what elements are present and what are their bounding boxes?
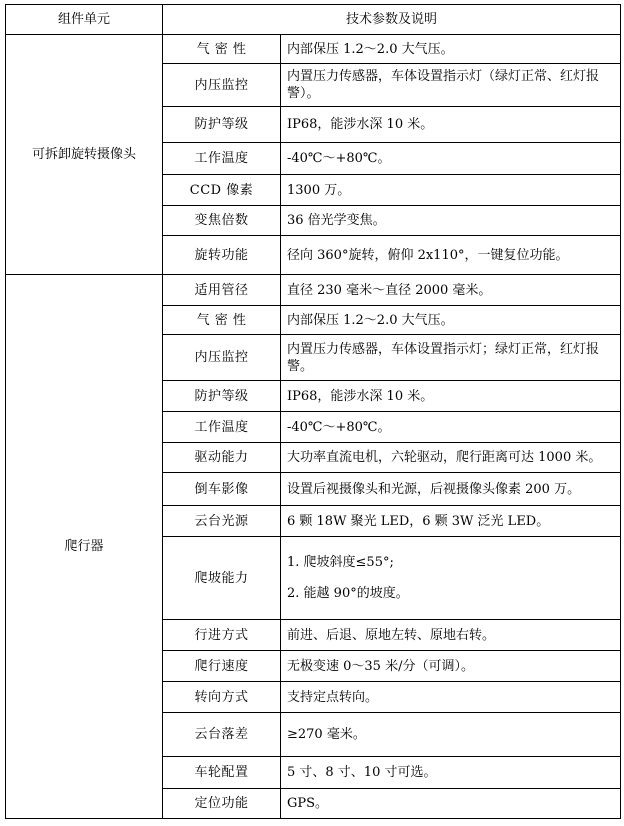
param-name: 防护等级 bbox=[163, 107, 281, 143]
param-desc: 36 倍光学变焦。 bbox=[281, 206, 621, 236]
param-desc: 内置压力传感器，车体设置指示灯（绿灯正常、红灯报警）。 bbox=[281, 64, 621, 107]
param-desc: IP68，能涉水深 10 米。 bbox=[281, 381, 621, 412]
header-tech-params: 技术参数及说明 bbox=[163, 5, 621, 35]
param-name: 旋转功能 bbox=[163, 236, 281, 275]
param-desc-multiline bbox=[281, 537, 621, 620]
header-component-unit: 组件单元 bbox=[6, 5, 163, 35]
param-name: 适用管径 bbox=[163, 275, 281, 306]
param-desc: 无极变速 0～35 米/分（可调）。 bbox=[281, 651, 621, 682]
param-desc: 径向 360°旋转，俯仰 2x110°，一键复位功能。 bbox=[281, 236, 621, 275]
param-desc: IP68，能涉水深 10 米。 bbox=[281, 107, 621, 143]
desc-line: 1. 爬坡斜度≤55°; bbox=[287, 555, 394, 570]
group-name-camera: 可拆卸旋转摄像头 bbox=[6, 35, 163, 275]
param-desc: -40℃～+80℃。 bbox=[281, 143, 621, 175]
param-name: 内压监控 bbox=[163, 335, 281, 381]
param-name: 云台落差 bbox=[163, 713, 281, 757]
param-name: 气 密 性 bbox=[163, 35, 281, 64]
spec-table bbox=[5, 4, 621, 819]
param-name: 倒车影像 bbox=[163, 473, 281, 506]
param-name: 定位功能 bbox=[163, 789, 281, 819]
param-name: 防护等级 bbox=[163, 381, 281, 412]
param-desc: ≥270 毫米。 bbox=[281, 713, 621, 757]
param-desc: 支持定点转向。 bbox=[281, 682, 621, 713]
table-row bbox=[6, 275, 621, 306]
param-desc: 内置压力传感器，车体设置指示灯；绿灯正常，红灯报警。 bbox=[281, 335, 621, 381]
param-name: 工作温度 bbox=[163, 412, 281, 443]
param-desc: GPS。 bbox=[281, 789, 621, 819]
desc-line: 2. 能越 90°的坡度。 bbox=[287, 586, 409, 601]
param-name: 内压监控 bbox=[163, 64, 281, 107]
param-name: 云台光源 bbox=[163, 506, 281, 537]
param-name: 变焦倍数 bbox=[163, 206, 281, 236]
param-desc: 内部保压 1.2～2.0 大气压。 bbox=[281, 306, 621, 335]
group-name-crawler: 爬行器 bbox=[6, 275, 163, 819]
table-header-row bbox=[6, 5, 621, 35]
param-name: 车轮配置 bbox=[163, 757, 281, 789]
param-desc: 设置后视摄像头和光源，后视摄像头像素 200 万。 bbox=[281, 473, 621, 506]
param-name: 气 密 性 bbox=[163, 306, 281, 335]
param-desc: -40℃～+80℃。 bbox=[281, 412, 621, 443]
param-name: 转向方式 bbox=[163, 682, 281, 713]
param-name: 爬坡能力 bbox=[163, 537, 281, 620]
param-desc: 6 颗 18W 聚光 LED，6 颗 3W 泛光 LED。 bbox=[281, 506, 621, 537]
param-desc: 内部保压 1.2～2.0 大气压。 bbox=[281, 35, 621, 64]
param-name: 驱动能力 bbox=[163, 443, 281, 473]
table-row bbox=[6, 35, 621, 64]
param-name: 工作温度 bbox=[163, 143, 281, 175]
param-desc: 大功率直流电机，六轮驱动，爬行距离可达 1000 米。 bbox=[281, 443, 621, 473]
param-desc: 前进、后退、原地左转、原地右转。 bbox=[281, 620, 621, 651]
param-name: 爬行速度 bbox=[163, 651, 281, 682]
param-desc: 1300 万。 bbox=[281, 175, 621, 206]
param-name: 行进方式 bbox=[163, 620, 281, 651]
param-desc: 5 寸、8 寸、10 寸可选。 bbox=[281, 757, 621, 789]
param-name: CCD 像素 bbox=[163, 175, 281, 206]
param-desc: 直径 230 毫米～直径 2000 毫米。 bbox=[281, 275, 621, 306]
